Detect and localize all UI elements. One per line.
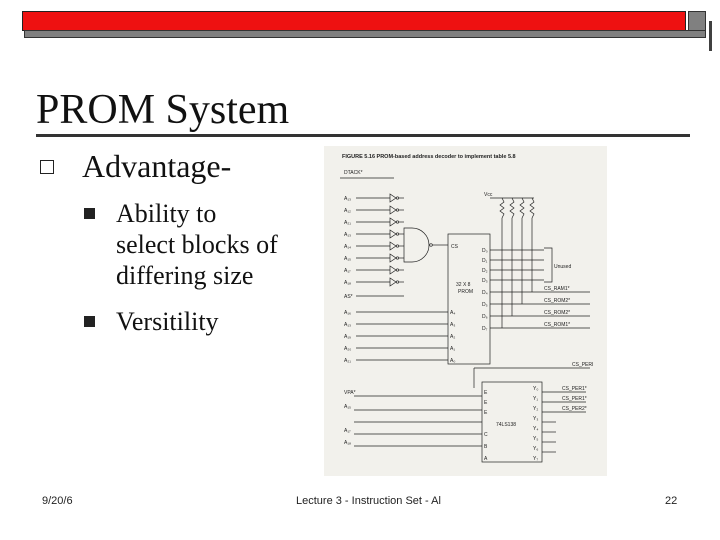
prom-input-label: A₀: [450, 358, 456, 364]
filled-square-bullet-icon: [84, 316, 95, 327]
hollow-square-bullet-icon: [40, 160, 54, 174]
input-label: DTACK*: [344, 170, 363, 176]
decoder-pin-label: E: [484, 390, 488, 396]
decoder-output-label: Y₄: [533, 426, 539, 432]
input-label: A₁₄: [344, 244, 352, 250]
input-label: A₁₈: [344, 280, 352, 286]
decoder-pin-label: B: [484, 444, 488, 450]
decoder-output-label: Y₅: [533, 436, 539, 442]
decoder-input-label: A₁₇: [344, 428, 351, 434]
prom-output-label: D₅: [482, 302, 488, 308]
input-label: A₁₃: [344, 232, 352, 238]
decoder-output-label: Y₆: [533, 446, 539, 452]
sub-bullet-1-line-1: Ability to: [116, 199, 217, 228]
peri-output-label: CS_PER1*: [562, 386, 587, 392]
input-label: A₁₃: [344, 196, 352, 202]
decoder-output-label: Y₁: [533, 396, 539, 402]
title-rule: [36, 134, 690, 137]
input-label: A₂₁: [344, 358, 351, 364]
sub-bullet-1: [116, 198, 278, 291]
input-label: A₁₃: [344, 322, 352, 328]
decoder-label: 74LS138: [496, 422, 517, 428]
prom-input-label: A₄: [450, 310, 456, 316]
decoder-output-label: Y₇: [533, 456, 539, 462]
footer-date: 9/20/6: [42, 495, 73, 507]
slide-title: PROM System: [36, 87, 290, 133]
peri-output-label: CS_PER1*: [562, 396, 587, 402]
decoder-input-label: A₁₅: [344, 404, 352, 410]
input-label: A₁₅: [344, 256, 352, 262]
signal-label: CS_RAM1*: [544, 286, 570, 292]
figure-caption: FIGURE 5.16 PROM-based address decoder to implement table 5.8: [342, 154, 516, 160]
page-number: 22: [665, 495, 678, 507]
prom-input-label: A₂: [450, 334, 456, 340]
prom-output-label: D₂: [482, 268, 488, 274]
decoder-output-label: Y₀: [533, 386, 539, 392]
input-label: A₁₂: [344, 208, 351, 214]
prom-input-label: A₁: [450, 346, 456, 352]
input-label: A₁₆: [344, 310, 352, 316]
decoder-input-label: A₁₈: [344, 440, 352, 446]
footer-lecture: Lecture 3 - Instruction Set - Al: [296, 495, 441, 507]
unused-label: Unused: [554, 264, 572, 270]
prom-label: PROM: [458, 289, 473, 295]
signal-label: CS_ROM2*: [544, 310, 571, 316]
prom-output-label: D₃: [482, 278, 488, 284]
decoder-pin-label: E: [484, 410, 488, 416]
title-bar-decoration: [22, 11, 688, 31]
decoder-output-label: Y₃: [533, 416, 539, 422]
gray-band: [24, 30, 706, 38]
input-label: A₁₇: [344, 268, 351, 274]
prom-output-label: D₇: [482, 326, 488, 332]
peri-label: CS_PERI: [572, 362, 594, 368]
decoder-pin-label: A: [484, 456, 488, 462]
prom-label: 32 X 8: [456, 282, 471, 288]
red-band: [22, 11, 686, 31]
prom-output-label: D₀: [482, 248, 488, 254]
vcc-label: Vᴄᴄ: [484, 192, 493, 198]
sub-bullet-1-line-3: differing size: [116, 261, 254, 290]
filled-square-bullet-icon: [84, 208, 95, 219]
decoder-pin-label: E: [484, 400, 488, 406]
schematic-figure: [324, 146, 607, 476]
peri-output-label: CS_PER2*: [562, 406, 587, 412]
prom-output-label: D₄: [482, 290, 488, 296]
decoder-pin-label: C: [484, 432, 488, 438]
signal-label: CS_ROM1*: [544, 322, 571, 328]
prom-cs-label: CS: [451, 244, 458, 250]
main-bullet-text: Advantage-: [82, 148, 232, 184]
gray-end-block: [688, 11, 706, 31]
sub-bullet-2: [116, 306, 219, 337]
end-tick: [709, 21, 712, 51]
input-label: A₁₉: [344, 334, 352, 340]
prom-output-label: D₆: [482, 314, 488, 320]
sub-bullet-1-line-2: select blocks of: [116, 230, 278, 259]
signal-label: CS_ROM2*: [544, 298, 571, 304]
input-label: A₂₁: [344, 220, 351, 226]
input-label: A₂₀: [344, 346, 352, 352]
prom-input-label: A₃: [450, 322, 456, 328]
vpa-label: VPA*: [344, 390, 356, 396]
prom-output-label: D₁: [482, 258, 488, 264]
input-label: AS*: [344, 294, 353, 300]
decoder-output-label: Y₂: [533, 406, 539, 412]
sub-bullet-2-line-1: Versitility: [116, 307, 219, 336]
